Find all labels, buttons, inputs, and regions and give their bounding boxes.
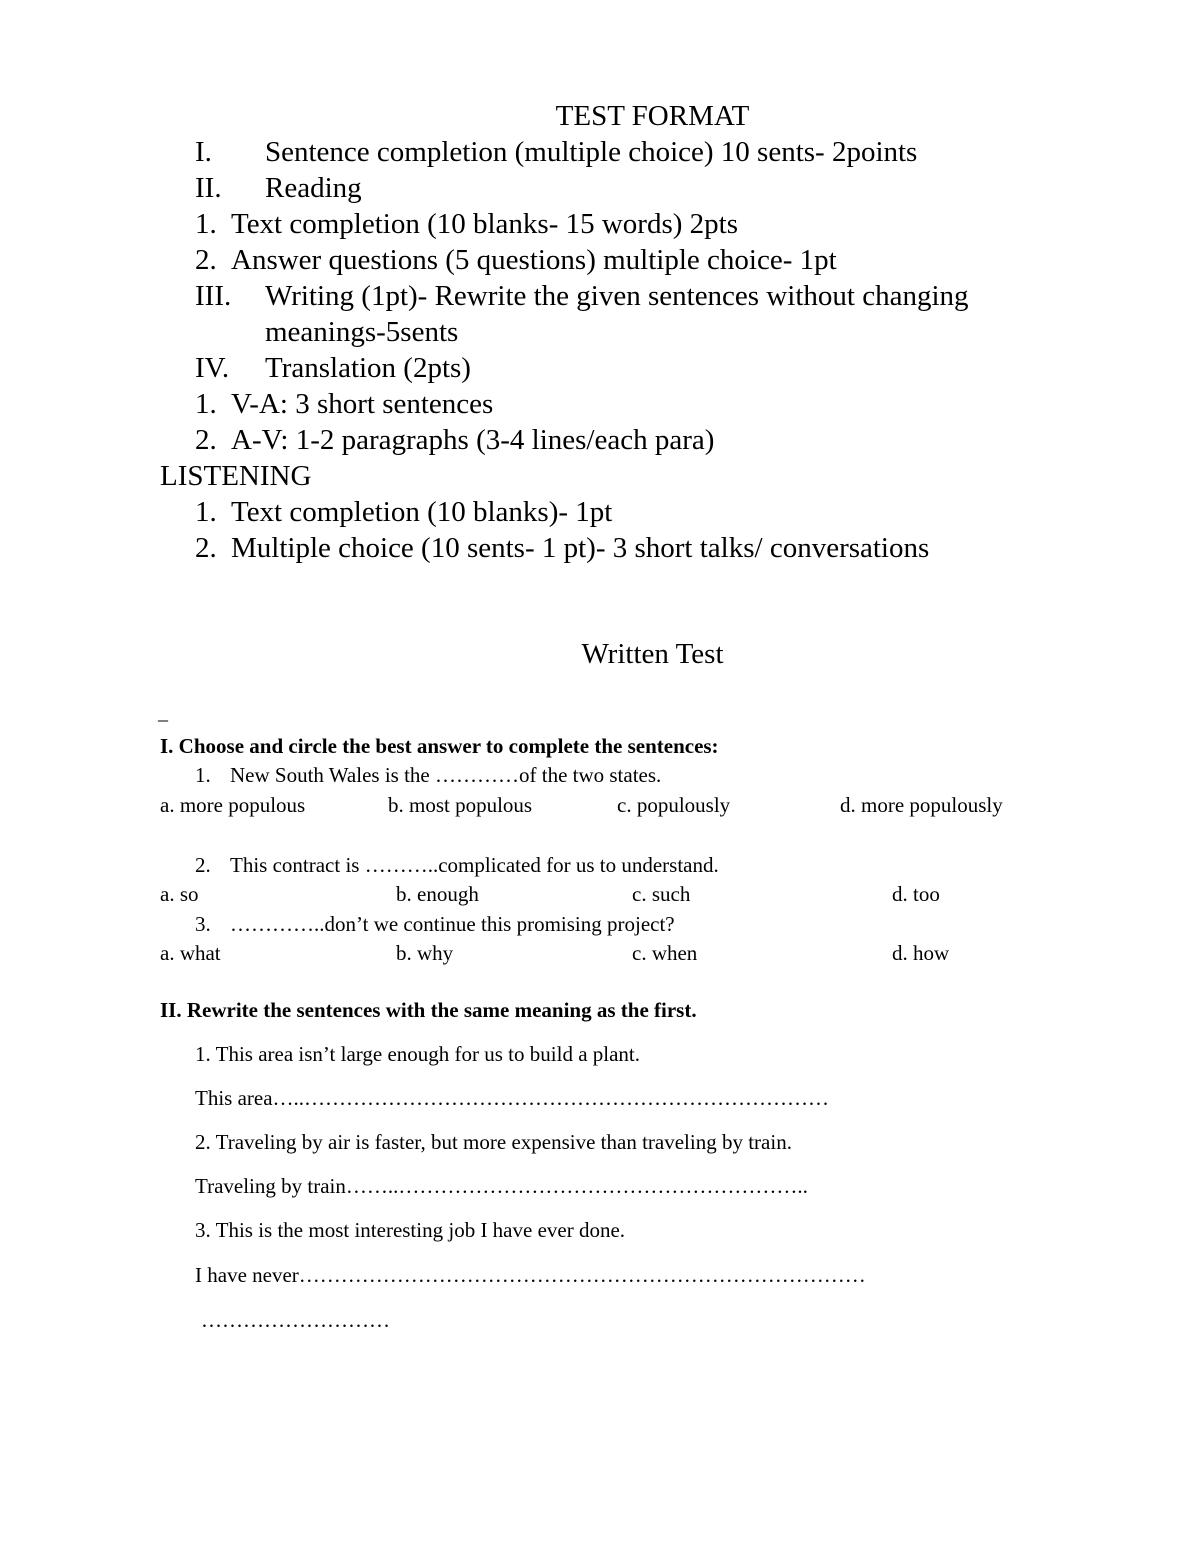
- rewrite-answer-line[interactable]: This area…..…………………………………………………………………: [195, 1086, 830, 1110]
- format-item-text: Text completion (10 blanks- 15 words) 2pts: [231, 208, 739, 240]
- format-subitem: [195, 422, 714, 458]
- question-text: This contract is ………..complicated for us to understand.: [230, 853, 719, 877]
- format-item-number: 1.: [195, 496, 217, 528]
- section1-heading: I. Choose and circle the best answer to complete the sentences:: [160, 734, 719, 758]
- format-item-text: Reading: [265, 172, 362, 204]
- format-item-text: Writing (1pt)- Rewrite the given sentences without changing: [265, 280, 969, 312]
- question-number: 3.: [195, 912, 211, 936]
- format-item-number: IV.: [195, 352, 230, 384]
- format-item-text: V-A: 3 short sentences: [231, 388, 494, 420]
- format-subitem: [195, 206, 738, 242]
- option-d[interactable]: d. more populously: [840, 793, 1003, 817]
- rewrite-answer-continuation[interactable]: ………………………: [201, 1308, 390, 1332]
- listening-item: [195, 530, 929, 566]
- rewrite-answer-line[interactable]: I have never………………………………………………………………………: [195, 1263, 866, 1287]
- option-b[interactable]: b. enough: [396, 882, 479, 906]
- option-b[interactable]: b. why: [396, 941, 454, 965]
- format-item-number: II.: [195, 172, 222, 204]
- question-number: 1.: [195, 763, 211, 787]
- format-item-text: Sentence completion (multiple choice) 10 sents- 2points: [265, 136, 918, 168]
- question-text: New South Wales is the …………of the two states.: [230, 763, 662, 787]
- option-d[interactable]: d. too: [892, 882, 940, 906]
- format-item: [195, 134, 917, 170]
- format-item-number: 2.: [195, 424, 217, 456]
- section-dash: _: [158, 702, 168, 724]
- rewrite-answer-line[interactable]: Traveling by train……..…………………………………………………..: [195, 1174, 808, 1198]
- format-item-text: Translation (2pts): [265, 352, 471, 384]
- question: [195, 761, 661, 789]
- rewrite-prompt: 2. Traveling by air is faster, but more expensive than traveling by train.: [195, 1130, 792, 1154]
- format-item: [195, 170, 362, 206]
- option-b[interactable]: b. most populous: [388, 793, 533, 817]
- format-item-text: Multiple choice (10 sents- 1 pt)- 3 short talks/ conversations: [231, 532, 930, 564]
- format-item-continuation: meanings-5sents: [265, 316, 459, 348]
- format-item-text: Answer questions (5 questions) multiple choice- 1pt: [231, 244, 837, 276]
- format-item-number: 2.: [195, 532, 217, 564]
- format-subitem: [195, 242, 837, 278]
- question: [195, 910, 675, 938]
- option-a[interactable]: a. what: [160, 941, 221, 965]
- option-c[interactable]: c. when: [632, 941, 698, 965]
- option-a[interactable]: a. more populous: [160, 793, 306, 817]
- format-item: [195, 278, 969, 314]
- written-test-title: Written Test: [581, 638, 724, 670]
- test-format-title: TEST FORMAT: [555, 100, 750, 132]
- format-item-number: 1.: [195, 388, 217, 420]
- listening-title: LISTENING: [160, 460, 312, 492]
- question-text: …………..don’t we continue this promising project?: [230, 912, 675, 936]
- format-item-number: III.: [195, 280, 232, 312]
- option-c[interactable]: c. populously: [617, 793, 731, 817]
- rewrite-prompt: 3. This is the most interesting job I have ever done.: [195, 1218, 626, 1242]
- rewrite-prompt: 1. This area isn’t large enough for us to build a plant.: [195, 1042, 640, 1066]
- format-item-number: I.: [195, 136, 212, 168]
- format-item-text: Text completion (10 blanks)- 1pt: [231, 496, 613, 528]
- question: [195, 851, 719, 879]
- question-number: 2.: [195, 853, 211, 877]
- option-d[interactable]: d. how: [892, 941, 950, 965]
- section2-heading: II. Rewrite the sentences with the same meaning as the first.: [160, 998, 697, 1022]
- format-item-number: 2.: [195, 244, 217, 276]
- format-item: [195, 350, 471, 386]
- option-c[interactable]: c. such: [632, 882, 691, 906]
- listening-item: [195, 494, 612, 530]
- format-subitem: [195, 386, 493, 422]
- format-item-number: 1.: [195, 208, 217, 240]
- format-item-text: A-V: 1-2 paragraphs (3-4 lines/each para): [231, 424, 715, 456]
- option-a[interactable]: a. so: [160, 882, 199, 906]
